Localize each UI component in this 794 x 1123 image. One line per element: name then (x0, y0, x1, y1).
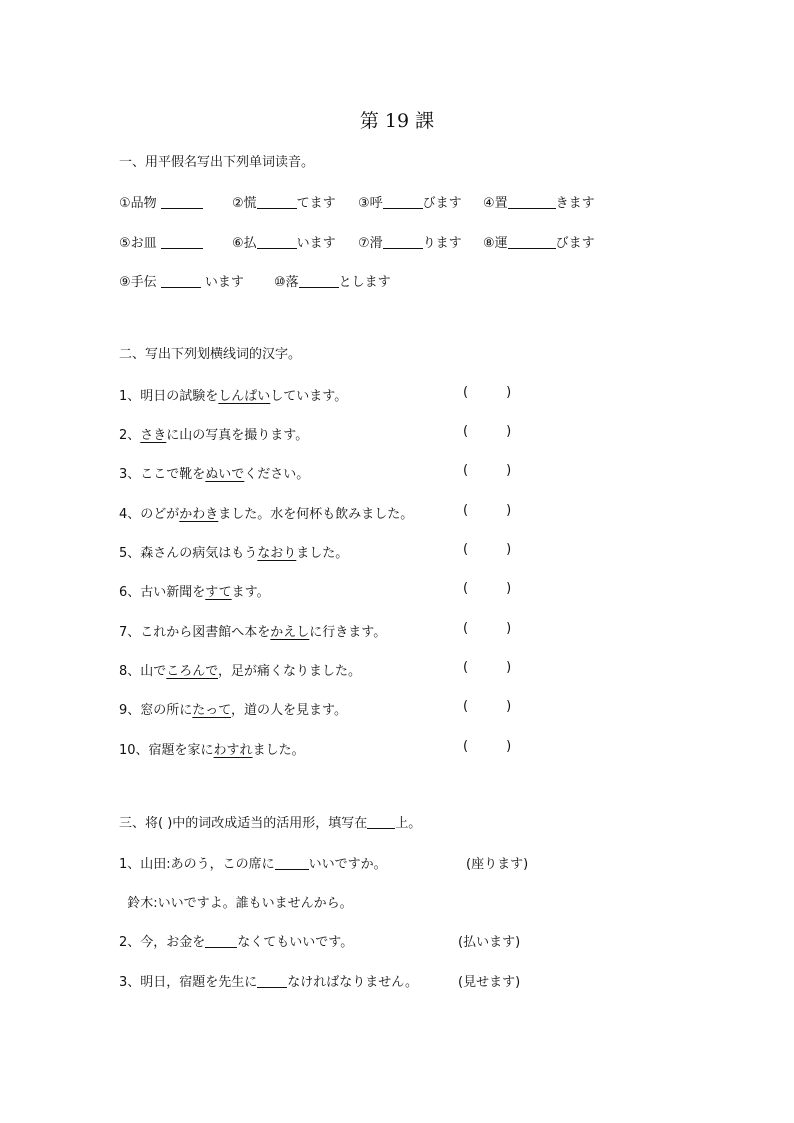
question-text: ます。 (231, 585, 270, 600)
conjugation-dialog-reply: 鈴木:いいですよ。誰もいませんから。 (119, 896, 353, 911)
answer-blank[interactable] (257, 195, 297, 209)
close-paren: ) (506, 463, 512, 478)
underlined-word: かわき (179, 507, 219, 522)
answer-parentheses[interactable] (463, 660, 511, 675)
kanji-question-10 (119, 739, 305, 758)
open-paren: ( (463, 503, 469, 518)
answer-parentheses[interactable] (463, 503, 511, 518)
vocab-item-4: ④置 きます (483, 196, 595, 211)
open-paren: ( (463, 542, 469, 557)
question-text: 5、森さんの病気はもう (119, 546, 258, 561)
open-paren: ( (463, 424, 469, 439)
conjugation-item-2: 2、今，お金を なくてもいいです。 (119, 935, 354, 950)
question-text: ，足が痛くなりました。 (218, 664, 362, 679)
close-paren: ) (506, 739, 512, 754)
section3-heading: 三、将( )中的词改成适当的活用形，填写在 上。 (119, 816, 422, 831)
open-paren: ( (463, 581, 469, 596)
answer-parentheses[interactable] (463, 581, 511, 596)
underlined-word: ぬいで (205, 467, 245, 482)
underlined-word: たって (192, 703, 232, 718)
answer-blank[interactable] (508, 195, 556, 209)
question-text: ，道の人を見ます。 (231, 703, 347, 718)
question-text: 7、これから図書館へ本を (119, 625, 271, 640)
open-paren: ( (463, 463, 469, 478)
vocab-item-3: ③呼 びます (358, 196, 462, 211)
close-paren: ) (506, 424, 512, 439)
kanji-question-4 (119, 503, 413, 522)
close-paren: ) (506, 699, 512, 714)
question-text: に山の写真を撮ります。 (166, 428, 309, 443)
question-text: しています。 (270, 389, 348, 404)
section2-heading: 二、写出下列划横线词的汉字。 (119, 347, 302, 362)
answer-blank[interactable] (161, 274, 201, 288)
question-text: に行きます。 (309, 625, 387, 640)
question-text: 9、窓の所に (119, 703, 193, 718)
underlined-word: さき (140, 428, 167, 443)
verb-hint: (払います) (458, 935, 521, 950)
close-paren: ) (506, 621, 512, 636)
open-paren: ( (463, 739, 469, 754)
open-paren: ( (463, 385, 469, 400)
conjugation-item-1: 1、山田:あのう，この席に いいですか。 (119, 857, 387, 872)
conjugation-item-3: 3、明日，宿題を先生に なければなりません。 (119, 975, 419, 990)
open-paren: ( (463, 699, 469, 714)
question-text: 8、山で (119, 664, 167, 679)
answer-parentheses[interactable] (463, 385, 511, 400)
answer-blank[interactable] (299, 274, 339, 288)
answer-blank[interactable] (161, 195, 203, 209)
answer-blank[interactable] (257, 974, 287, 988)
underlined-word: わすれ (213, 743, 253, 758)
question-text: 10、宿題を家に (119, 743, 214, 758)
answer-parentheses[interactable] (463, 739, 511, 754)
question-text: ました。 (252, 743, 305, 758)
kanji-question-1 (119, 385, 347, 404)
answer-parentheses[interactable] (463, 542, 511, 557)
answer-blank[interactable] (508, 235, 556, 249)
underlined-word: ころんで (166, 664, 219, 679)
kanji-question-5 (119, 542, 348, 561)
underlined-word: しんぱい (218, 389, 271, 404)
answer-blank[interactable] (383, 195, 423, 209)
kanji-question-9 (119, 699, 347, 718)
close-paren: ) (506, 660, 512, 675)
verb-hint: (座ります) (466, 857, 529, 872)
close-paren: ) (506, 581, 512, 596)
close-paren: ) (506, 385, 512, 400)
answer-blank[interactable] (257, 235, 297, 249)
kanji-question-8 (119, 660, 361, 679)
page-title: 第 19 課 (359, 110, 435, 132)
answer-blank[interactable] (275, 856, 309, 870)
question-text: 4、のどが (119, 507, 180, 522)
underlined-word: かえし (270, 625, 310, 640)
kanji-question-2 (119, 424, 308, 443)
verb-hint: (見せます) (458, 975, 521, 990)
kanji-question-3 (119, 463, 309, 482)
close-paren: ) (506, 503, 512, 518)
answer-parentheses[interactable] (463, 424, 511, 439)
vocab-item-6: ⑥払 います (232, 236, 336, 251)
vocab-item-9: ⑨手伝 います (119, 275, 244, 290)
kanji-question-6 (119, 581, 270, 600)
answer-blank[interactable] (161, 235, 203, 249)
question-text: 6、古い新聞を (119, 585, 206, 600)
heading-blank (367, 815, 395, 829)
answer-blank[interactable] (383, 235, 423, 249)
open-paren: ( (463, 621, 469, 636)
kanji-question-7 (119, 621, 386, 640)
underlined-word: すて (205, 585, 232, 600)
answer-parentheses[interactable] (463, 621, 511, 636)
open-paren: ( (463, 660, 469, 675)
close-paren: ) (506, 542, 512, 557)
vocab-item-7: ⑦滑 ります (358, 236, 462, 251)
vocab-item-2: ②慌 てます (232, 196, 336, 211)
question-text: 3、ここで靴を (119, 467, 206, 482)
answer-parentheses[interactable] (463, 463, 511, 478)
question-text: 2、 (119, 428, 141, 443)
vocab-item-1: ①品物 (119, 192, 203, 211)
answer-parentheses[interactable] (463, 699, 511, 714)
vocab-item-5: ⑤お皿 (119, 232, 203, 251)
vocab-item-10: ⑩落 とします (274, 275, 391, 290)
question-text: ました。水を何杯も飲みました。 (218, 507, 414, 522)
vocab-item-8: ⑧運 びます (483, 236, 595, 251)
answer-blank[interactable] (205, 934, 237, 948)
question-text: ました。 (296, 546, 349, 561)
question-text: ください。 (244, 467, 310, 482)
underlined-word: なおり (257, 546, 297, 561)
question-text: 1、明日の試験を (119, 389, 219, 404)
section1-heading: 一、用平假名写出下列单词读音。 (119, 155, 315, 170)
